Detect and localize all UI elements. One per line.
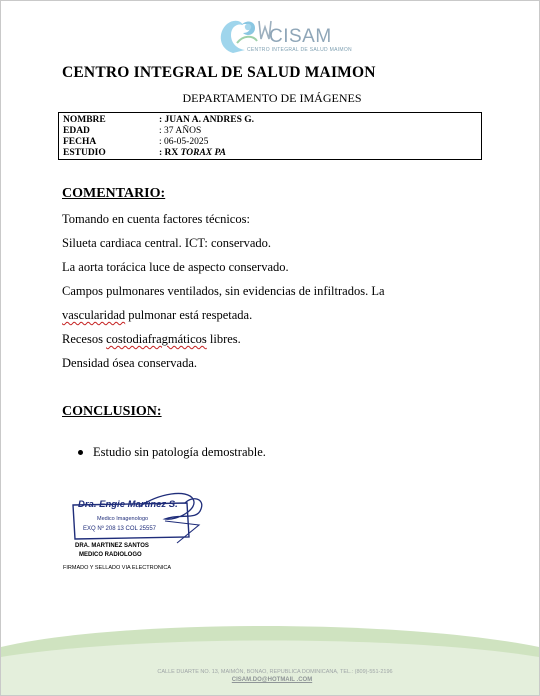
doctor-name: DRA. MARTINEZ SANTOS	[75, 543, 149, 549]
clinic-title: CENTRO INTEGRAL DE SALUD MAIMON	[62, 64, 376, 81]
stamp-license: EXQ Nº 208 13 COL 25557	[83, 526, 157, 532]
study-date-value: : 06-05-2025	[159, 137, 209, 147]
department-title: DEPARTAMENTO DE IMÁGENES	[182, 91, 362, 105]
comment-line-5-rest: pulmonar está respetada.	[125, 308, 253, 322]
doctor-stamp	[69, 491, 215, 547]
comment-line-5	[62, 308, 252, 323]
footer-email: CISAM.DO@HOTMAIL .COM	[231, 677, 313, 683]
patient-info-box	[58, 112, 482, 160]
study-date-label: FECHA	[63, 137, 97, 147]
footer-wave-decoration	[1, 613, 539, 696]
spellcheck-word-vascularidad: vascularidad	[62, 308, 126, 322]
conclusion-item-text: Estudio sin patología demostrable.	[93, 445, 266, 459]
conclusion-heading: CONCLUSION:	[62, 404, 162, 419]
study-type-label: ESTUDIO	[63, 148, 106, 158]
comment-line-6-end: libres.	[206, 332, 241, 346]
study-type-value	[159, 148, 226, 158]
comment-line-6	[62, 332, 241, 347]
comment-line-2: Silueta cardiaca central. ICT: conservado.	[62, 236, 272, 250]
comment-line-1: Tomando en cuenta factores técnicos:	[62, 212, 250, 226]
bullet-icon	[78, 450, 83, 455]
study-type-name: TORAX PA	[180, 148, 226, 158]
stamp-doctor-name: Dra. Engie Martinez S.	[78, 499, 178, 510]
patient-name-value: : JUAN A. ANDRES G.	[159, 115, 255, 125]
patient-name-label: NOMBRE	[63, 115, 106, 125]
comment-line-7: Densidad ósea conservada.	[62, 356, 198, 370]
patient-age-label: EDAD	[63, 126, 90, 136]
comment-heading: COMENTARIO:	[62, 186, 166, 201]
logo-subtitle: CENTRO INTEGRAL DE SALUD MAIMON	[247, 47, 352, 53]
doctor-role: MEDICO RADIOLOGO	[79, 552, 142, 558]
comment-line-6-start: Recesos	[62, 332, 107, 346]
footer-address: CALLE DUARTE NO. 13, MAIMÓN, BONAO, REPUBLICA DOMINICANA, TEL.: (809)-551-2196	[157, 669, 393, 675]
comment-line-3: La aorta torácica luce de aspecto conservado.	[62, 260, 289, 274]
spellcheck-word-costodiafragmaticos: costodiafragmáticos	[106, 332, 207, 346]
study-type-prefix: : RX	[159, 148, 181, 158]
logo-wordmark: CISAM	[269, 26, 332, 47]
stamp-doctor-role: Medico Imagenologo	[97, 516, 149, 522]
patient-age-value: : 37 AÑOS	[159, 126, 202, 136]
signature-note: FIRMADO Y SELLADO VIA ELECTRONICA	[63, 565, 171, 571]
comment-line-4: Campos pulmonares ventilados, sin evidencias de infiltrados. La	[62, 284, 385, 298]
